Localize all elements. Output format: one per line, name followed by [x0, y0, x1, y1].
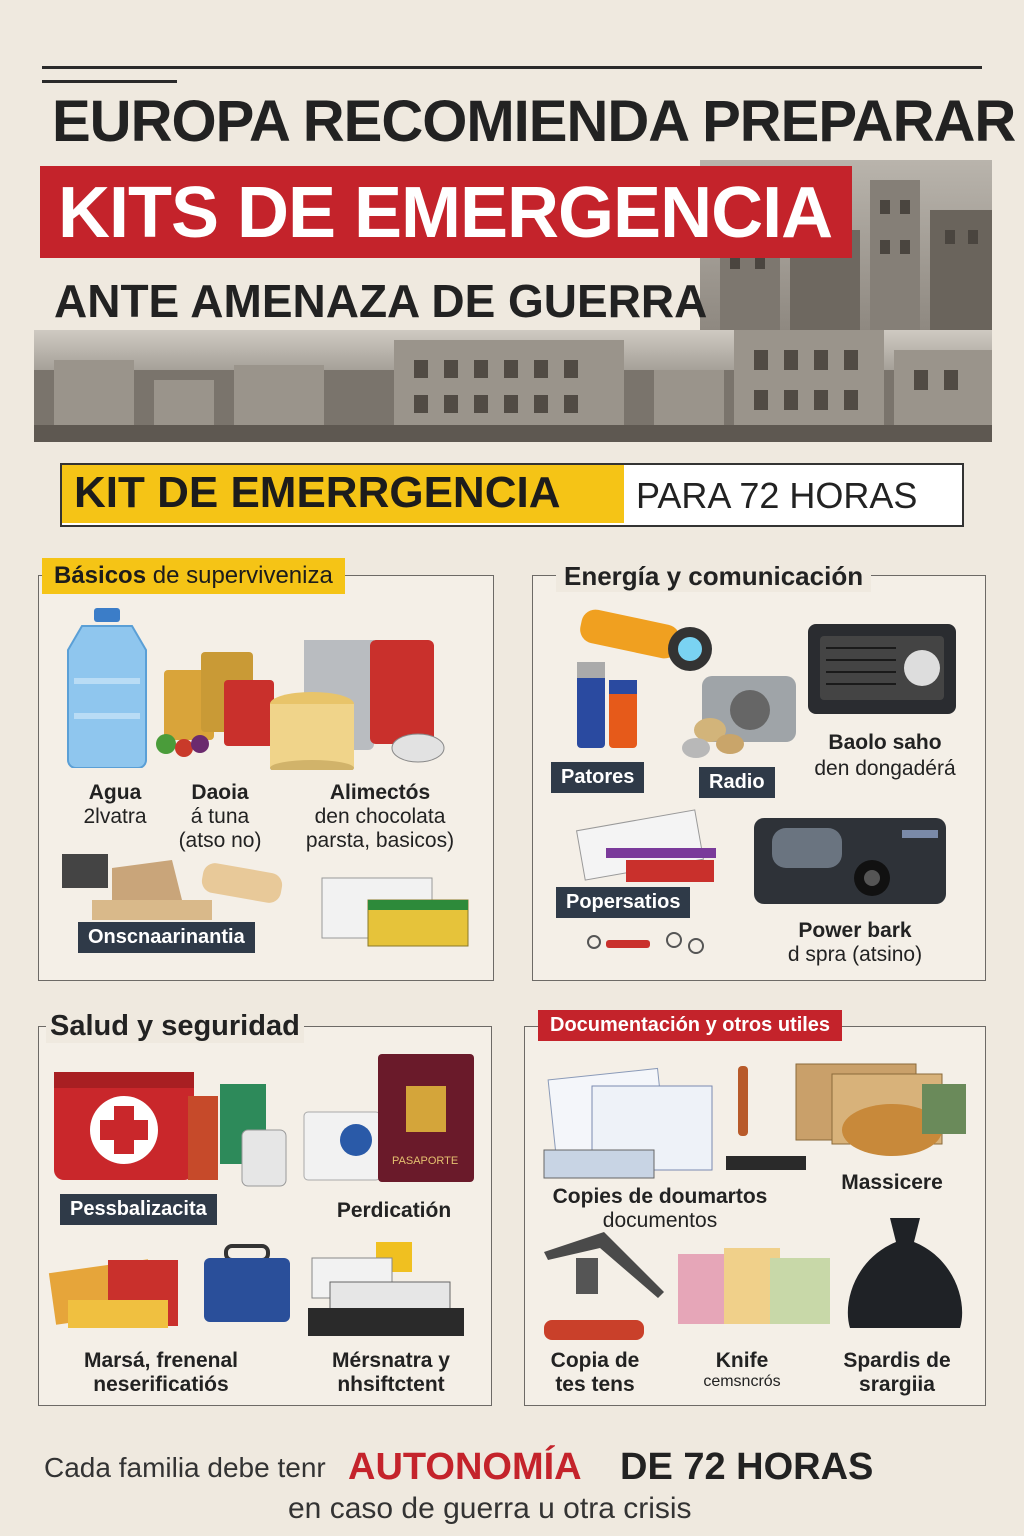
bag-label-sub: srargiia — [859, 1373, 935, 1396]
panel-energy-title: Energía y comunicación — [556, 561, 871, 592]
money-wallet-icon — [792, 1060, 968, 1169]
footer-highlight: AUTONOMÍA — [348, 1446, 582, 1488]
radio-icon — [806, 622, 958, 721]
masks-label-sub: neserificatiós — [93, 1373, 229, 1396]
masks-label: Marsá, frenenal — [83, 1349, 239, 1372]
food-label-sub2: (atso no) — [178, 829, 262, 852]
multitool-icon — [540, 1228, 670, 1353]
maps-kit-icon — [576, 808, 726, 893]
hygiene-label: Mérsnatra y — [332, 1349, 450, 1372]
maps-tag: Popersatios — [556, 887, 690, 918]
batteries-tag: Patores — [551, 762, 644, 793]
footer-line-2: en caso de guerra u otra crisis — [288, 1492, 692, 1525]
water-bottle-icon — [60, 608, 154, 773]
staples-label-sub: den chocolata — [314, 805, 446, 828]
firstaid-tag: Pessbalizacita — [60, 1194, 217, 1225]
passport-text: PASAPORTE — [392, 1155, 459, 1167]
panel-health-title: Salud y seguridad — [46, 1010, 304, 1043]
keys-icon — [584, 928, 724, 963]
medicine-box-icon — [302, 1110, 384, 1189]
header-rule — [42, 66, 982, 69]
food-label-sub: á tuna — [190, 805, 250, 828]
tools-tag: Onscnaarinantia — [78, 922, 255, 953]
hygiene-items-icon — [306, 1238, 466, 1343]
knife-label-sub: cemsncrós — [703, 1373, 781, 1390]
passport-icon — [376, 1052, 476, 1189]
canned-food-icon — [156, 640, 456, 775]
kit-banner-subtitle: PARA 72 HORAS — [636, 475, 918, 516]
hygiene-label-sub: nhsiftctent — [337, 1373, 445, 1396]
camera-tin-icon — [680, 670, 800, 765]
garbage-bag-icon — [842, 1214, 968, 1339]
first-aid-kit-icon — [52, 1066, 292, 1201]
headline-line3: ANTE AMENAZA DE GUERRA — [54, 275, 708, 327]
copies-label: Copies de doumartos — [552, 1185, 768, 1208]
radio-tag: Radio — [699, 767, 775, 798]
radio-label: Baolo saho — [828, 731, 942, 754]
kit-banner-title: KIT DE EMERRGENCIA — [74, 468, 561, 517]
header-rule-short — [42, 80, 177, 83]
panel-docs-title: Documentación y otros utiles — [538, 1010, 842, 1041]
staples-label-sub2: parsta, basicos) — [305, 829, 455, 852]
water-label-sub: 2lvatra — [83, 805, 147, 828]
city-ruins-image — [34, 330, 992, 442]
food-label: Daoia — [191, 781, 249, 804]
panel-basics-title-bold: Básicos — [54, 562, 147, 589]
tool-label-sub: tes tens — [555, 1373, 635, 1396]
headline-line2: KITS DE EMERGENCIA — [58, 173, 833, 253]
battery-icon — [575, 660, 645, 755]
copies-label-sub: documentos — [602, 1209, 718, 1232]
knife-label: Knife — [715, 1349, 769, 1372]
powerbank-label: Power bark — [798, 919, 912, 942]
masks-pack-icon — [48, 1240, 188, 1339]
power-bank-icon — [752, 812, 948, 913]
headline-line1: EUROPA RECOMIENDA PREPARAR — [52, 89, 1016, 154]
panel-basics-title-rest: de superviveniza — [146, 562, 333, 589]
snack-packs-icon — [674, 1244, 834, 1335]
money-label: Massicere — [841, 1171, 943, 1194]
water-label: Agua — [88, 781, 142, 804]
document-copies-icon — [542, 1064, 812, 1189]
staples-label: Alimectós — [329, 781, 431, 804]
cooler-bag-icon — [202, 1244, 292, 1329]
tool-label: Copia de — [550, 1349, 640, 1372]
bag-label: Spardis de — [843, 1349, 951, 1372]
footer-text-1: Cada familia debe tenr — [44, 1452, 326, 1483]
panel-basics-title — [42, 558, 345, 594]
radio-label-sub: den dongadérá — [814, 757, 956, 780]
footer-text-2: DE 72 HORAS — [620, 1446, 874, 1488]
powerbank-label-sub: d spra (atsino) — [787, 943, 923, 966]
medication-label: Perdicatión — [336, 1199, 452, 1222]
